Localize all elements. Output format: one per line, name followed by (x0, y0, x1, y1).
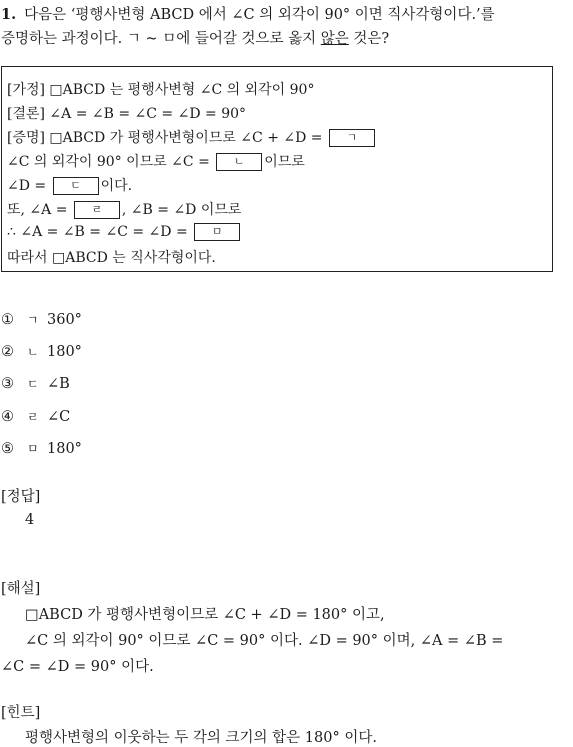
proof-line-6 (7, 199, 241, 219)
choice-key: ㄹ (27, 410, 39, 424)
question-number: 1. (1, 6, 17, 23)
line5-suffix: 이다. (100, 178, 133, 194)
blank-a: ㄱ (329, 129, 375, 147)
explanation-line-1: □ABCD 가 평행사변형이므로 ∠C + ∠D = 180° 이고, (25, 607, 385, 623)
line6-prefix: 또, ∠A = (7, 202, 72, 218)
choice-value: 180° (47, 344, 82, 360)
choice-value: ∠C (47, 409, 71, 425)
hint-label: [힌트] (1, 705, 41, 721)
blank-b: ㄴ (216, 153, 262, 171)
choice-value: 360° (47, 312, 82, 328)
question-text-2-suffix: 것은? (348, 31, 390, 47)
choice-number: ② (1, 344, 14, 360)
proof-line-3 (7, 127, 377, 147)
answer-value: 4 (25, 512, 35, 528)
blank-d: ㄹ (74, 201, 120, 219)
explanation-line-2: ∠C 의 외각이 90° 이므로 ∠C = 90° 이다. ∠D = 90° 이며, ∠A = ∠B = (25, 633, 504, 649)
line4-prefix: ∠C 의 외각이 90° 이므로 ∠C = (7, 154, 215, 170)
blank-e: ㅁ (194, 223, 240, 241)
choice-2[interactable] (1, 343, 82, 360)
choice-number: ⑤ (1, 441, 14, 457)
choice-5[interactable] (1, 440, 82, 457)
choice-key: ㄷ (27, 377, 39, 391)
line4-suffix: 이므로 (264, 154, 305, 170)
proof-box (1, 66, 553, 272)
explanation-line-3: ∠C = ∠D = 90° 이다. (1, 659, 154, 675)
choice-key: ㄱ (27, 313, 39, 327)
choice-4[interactable] (1, 408, 70, 425)
choice-key: ㄴ (27, 345, 39, 359)
line6-suffix: , ∠B = ∠D 이므로 (121, 202, 242, 218)
line5-prefix: ∠D = (7, 178, 51, 194)
question-text-1: 다음은 ‘평행사변형 ABCD 에서 ∠C 의 외각이 90° 이면 직사각형이다.’를 (24, 7, 495, 23)
proof-line-4 (7, 151, 305, 171)
question-text-2-prefix: 증명하는 과정이다. ㄱ ~ ㅁ에 들어갈 것으로 옳지 (1, 31, 321, 47)
proof-line-8: 따라서 □ABCD 는 직사각형이다. (7, 250, 216, 266)
choice-1[interactable] (1, 311, 82, 328)
proof-line-5 (7, 175, 132, 195)
question-line-1 (1, 3, 495, 24)
proof-line-7 (7, 223, 242, 241)
answer-label: [정답] (1, 489, 41, 505)
proof-conclusion: [결론] ∠A = ∠B = ∠C = ∠D = 90° (7, 106, 247, 122)
choice-key: ㅁ (27, 442, 39, 456)
hint-line-1: 평행사변형의 이웃하는 두 각의 크기의 합은 180° 이다. (25, 730, 377, 746)
choice-number: ③ (1, 376, 14, 392)
explanation-label: [해설] (1, 581, 41, 597)
question-line-2 (1, 27, 389, 48)
choice-number: ① (1, 312, 14, 328)
proof-assumption: [가정] □ABCD 는 평행사변형 ∠C 의 외각이 90° (7, 82, 315, 98)
blank-c: ㄷ (53, 177, 99, 195)
choice-value: ∠B (47, 376, 70, 392)
line7-prefix: ∴ ∠A = ∠B = ∠C = ∠D = (7, 224, 193, 240)
choice-3[interactable] (1, 375, 70, 392)
question-text-2-underlined: 않은 (320, 31, 349, 47)
proof-prefix: [증명] □ABCD 가 평행사변형이므로 ∠C + ∠D = (7, 130, 327, 146)
choice-value: 180° (47, 441, 82, 457)
choice-number: ④ (1, 409, 14, 425)
